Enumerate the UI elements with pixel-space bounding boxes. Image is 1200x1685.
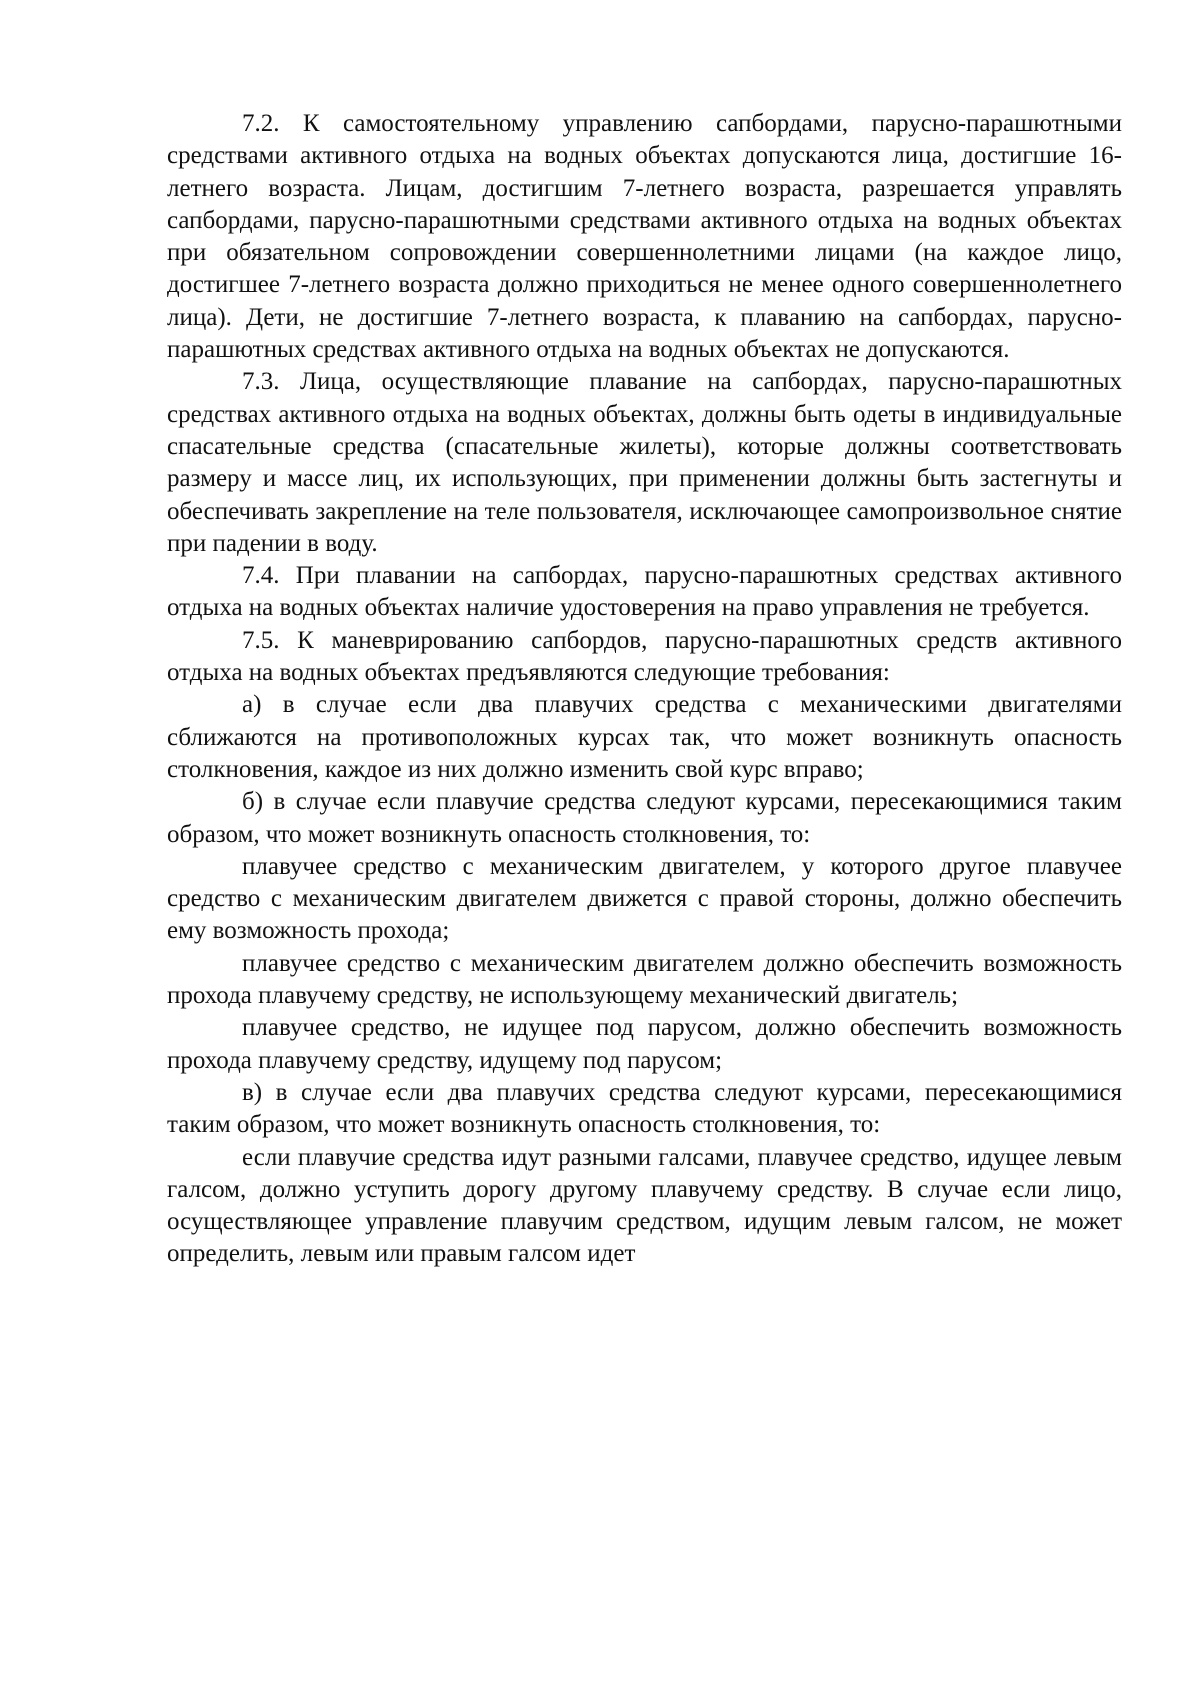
paragraph-7-5-a: а) в случае если два плавучих средства с механическими двигателями сближаются на противоположных курсах так, что может возникнуть опасность столкновения, каждое из них должно изменить свой курс вправо; — [167, 691, 1122, 783]
paragraph-7-3: 7.3. Лица, осуществляющие плавание на сапбордах, парусно-парашютных средствах активного отдыха на водных объектах, должны быть одеты в индивидуальные спасательные средства (спасательные жилеты), которые должны соответствовать размеру и массе лиц, их использующих, при применении должны быть застегнуты и обеспечивать закрепление на теле пользователя, исключающее самопроизвольное снятие при падении в воду. — [167, 368, 1122, 557]
paragraph-7-5-b-1: плавучее средство с механическим двигателем, у которого другое плавучее средство с механическим двигателем движется с правой стороны, должно обеспечить ему возможность прохода; — [167, 852, 1122, 945]
paragraph-7-5-b-2: плавучее средство с механическим двигателем должно обеспечить возможность прохода плавучему средству, не использующему механический двигатель; — [167, 949, 1122, 1010]
paragraph-7-5-v: в) в случае если два плавучих средства следуют курсами, пересекающимися таким образом, что может возникнуть опасность столкновения, то: — [167, 1078, 1122, 1139]
paragraph-7-2: 7.2. К самостоятельному управлению сапбордами, парусно-парашютными средствами активного отдыха на водных объектах допускаются лица, достигшие 16-летнего возраста. Лицам, достигшим 7-летнего возраста, разрешается управлять сапбордами, парусно-парашютными средствами активного отдыха на водных объектах при обязательном сопровождении совершеннолетними лицами (на каждое лицо, достигшее 7-летнего возраста должно приходиться не менее одного совершеннолетнего лица). Дети, не достигшие 7-летнего возраста, к плаванию на сапбордах, парусно-парашютных средствах активного отдыха на водных объектах не допускаются. — [167, 110, 1122, 364]
paragraph-7-5-b: б) в случае если плавучие средства следуют курсами, пересекающимися таким образом, что может возникнуть опасность столкновения, то: — [167, 788, 1122, 848]
paragraph-7-4: 7.4. При плавании на сапбордах, парусно-парашютных средствах активного отдыха на водных объектах наличие удостоверения на право управления не требуется. — [167, 562, 1122, 622]
paragraph-7-5-v-1: если плавучие средства идут разными галсами, плавучее средство, идущее левым галсом, должно уступить дорогу другому плавучему средству. В случае если лицо, осуществляющее управление плавучим средством, идущим левым галсом, не может определить, левым или правым галсом идет — [167, 1143, 1122, 1268]
document-body — [167, 108, 1122, 1271]
paragraph-7-5: 7.5. К маневрированию сапбордов, парусно-парашютных средств активного отдыха на водных объектах предъявляются следующие требования: — [167, 626, 1122, 687]
paragraph-7-5-b-3: плавучее средство, не идущее под парусом, должно обеспечить возможность прохода плавучему средству, идущему под парусом; — [167, 1014, 1122, 1074]
